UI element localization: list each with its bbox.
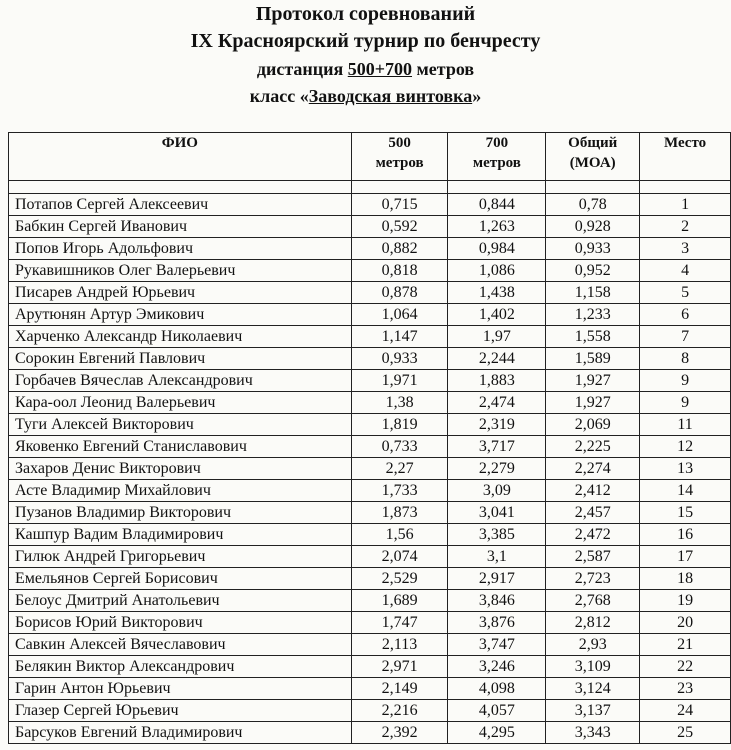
cell-name: Потапов Сергей Алексеевич <box>9 194 352 216</box>
cell-total: 2,812 <box>546 612 640 634</box>
cell-total: 0,928 <box>546 216 640 238</box>
cell-name: Барсуков Евгений Владимирович <box>9 722 352 744</box>
cell-total: 2,587 <box>546 546 640 568</box>
cell-place: 5 <box>640 282 731 304</box>
cell-total: 0,952 <box>546 260 640 282</box>
cell-700: 2,279 <box>448 458 546 480</box>
cell-name: Бабкин Сергей Иванович <box>9 216 352 238</box>
cell-name: Савкин Алексей Вячеславович <box>9 634 352 656</box>
cell-total: 1,233 <box>546 304 640 326</box>
cell-700: 2,244 <box>448 348 546 370</box>
header-spacer-row <box>9 181 731 194</box>
col-header-500 <box>351 133 448 181</box>
results-table <box>8 132 731 744</box>
cell-500: 1,56 <box>351 524 448 546</box>
cell-place: 25 <box>640 722 731 744</box>
cell-700: 1,97 <box>448 326 546 348</box>
table-row <box>9 612 731 634</box>
col-header-total <box>546 133 640 181</box>
results-body <box>9 194 731 744</box>
table-row <box>9 568 731 590</box>
cell-name: Туги Алексей Викторович <box>9 414 352 436</box>
cell-total: 2,93 <box>546 634 640 656</box>
table-row <box>9 480 731 502</box>
table-row <box>9 634 731 656</box>
cell-place: 21 <box>640 634 731 656</box>
table-row <box>9 458 731 480</box>
col-500-unit: метров <box>375 155 424 171</box>
cell-name: Попов Игорь Адольфович <box>9 238 352 260</box>
table-row <box>9 370 731 392</box>
cell-500: 1,38 <box>351 392 448 414</box>
distance-line <box>0 58 731 80</box>
cell-700: 3,717 <box>448 436 546 458</box>
cell-total: 2,723 <box>546 568 640 590</box>
cell-500: 1,147 <box>351 326 448 348</box>
cell-name: Арутюнян Артур Эмикович <box>9 304 352 326</box>
cell-place: 6 <box>640 304 731 326</box>
cell-500: 1,733 <box>351 480 448 502</box>
table-row <box>9 656 731 678</box>
cell-500: 2,27 <box>351 458 448 480</box>
table-row <box>9 260 731 282</box>
table-row <box>9 546 731 568</box>
document-title: Протокол соревнований <box>255 3 476 25</box>
cell-place: 1 <box>640 194 731 216</box>
cell-total: 0,933 <box>546 238 640 260</box>
cell-700: 3,876 <box>448 612 546 634</box>
cell-total: 1,927 <box>546 392 640 414</box>
class-prefix: класс « <box>249 86 309 106</box>
cell-total: 2,457 <box>546 502 640 524</box>
col-header-700 <box>448 133 546 181</box>
cell-700: 4,295 <box>448 722 546 744</box>
cell-700: 0,984 <box>448 238 546 260</box>
cell-500: 1,747 <box>351 612 448 634</box>
cell-place: 15 <box>640 502 731 524</box>
cell-500: 0,933 <box>351 348 448 370</box>
table-row <box>9 304 731 326</box>
cell-name: Емельянов Сергей Борисович <box>9 568 352 590</box>
cell-total: 3,109 <box>546 656 640 678</box>
cell-500: 2,216 <box>351 700 448 722</box>
cell-place: 23 <box>640 678 731 700</box>
cell-700: 1,402 <box>448 304 546 326</box>
table-row <box>9 326 731 348</box>
cell-500: 2,392 <box>351 722 448 744</box>
cell-500: 1,819 <box>351 414 448 436</box>
col-700-unit: метров <box>472 155 521 171</box>
cell-700: 1,263 <box>448 216 546 238</box>
cell-name: Горбачев Вячеслав Александрович <box>9 370 352 392</box>
cell-name: Кара-оол Леонид Валерьевич <box>9 392 352 414</box>
cell-total: 1,558 <box>546 326 640 348</box>
cell-total: 2,225 <box>546 436 640 458</box>
tournament-name: IX Красноярский турнир по бенчресту <box>190 30 541 52</box>
class-value: Заводская винтовка <box>308 86 473 106</box>
class-suffix: » <box>472 86 482 106</box>
cell-place: 16 <box>640 524 731 546</box>
cell-place: 11 <box>640 414 731 436</box>
cell-total: 2,274 <box>546 458 640 480</box>
table-row <box>9 194 731 216</box>
cell-total: 1,158 <box>546 282 640 304</box>
cell-700: 2,917 <box>448 568 546 590</box>
cell-place: 18 <box>640 568 731 590</box>
cell-700: 2,319 <box>448 414 546 436</box>
cell-total: 2,069 <box>546 414 640 436</box>
cell-name: Белякин Виктор Александрович <box>9 656 352 678</box>
cell-name: Кашпур Вадим Владимирович <box>9 524 352 546</box>
cell-700: 4,098 <box>448 678 546 700</box>
cell-name: Харченко Александр Николаевич <box>9 326 352 348</box>
col-header-name: ФИО <box>9 133 352 181</box>
cell-500: 1,971 <box>351 370 448 392</box>
table-row <box>9 502 731 524</box>
cell-total: 3,124 <box>546 678 640 700</box>
cell-700: 3,747 <box>448 634 546 656</box>
cell-name: Рукавишников Олег Валерьевич <box>9 260 352 282</box>
cell-name: Глазер Сергей Юрьевич <box>9 700 352 722</box>
table-row <box>9 216 731 238</box>
cell-500: 2,074 <box>351 546 448 568</box>
cell-700: 3,846 <box>448 590 546 612</box>
cell-500: 1,873 <box>351 502 448 524</box>
cell-500: 0,878 <box>351 282 448 304</box>
col-500-num: 500 <box>388 135 411 151</box>
table-row <box>9 282 731 304</box>
cell-place: 8 <box>640 348 731 370</box>
cell-place: 14 <box>640 480 731 502</box>
cell-place: 9 <box>640 392 731 414</box>
table-row <box>9 678 731 700</box>
distance-prefix: дистанция <box>256 59 348 79</box>
cell-total: 3,137 <box>546 700 640 722</box>
cell-name: Гилюк Андрей Григорьевич <box>9 546 352 568</box>
cell-700: 3,385 <box>448 524 546 546</box>
cell-500: 1,064 <box>351 304 448 326</box>
cell-500: 2,113 <box>351 634 448 656</box>
cell-place: 7 <box>640 326 731 348</box>
cell-700: 3,09 <box>448 480 546 502</box>
cell-total: 1,927 <box>546 370 640 392</box>
cell-place: 3 <box>640 238 731 260</box>
cell-place: 20 <box>640 612 731 634</box>
table-row <box>9 722 731 744</box>
cell-700: 3,1 <box>448 546 546 568</box>
table-row <box>9 590 731 612</box>
cell-total: 2,412 <box>546 480 640 502</box>
table-row <box>9 524 731 546</box>
cell-name: Белоус Дмитрий Анатольевич <box>9 590 352 612</box>
cell-700: 3,041 <box>448 502 546 524</box>
cell-700: 1,438 <box>448 282 546 304</box>
cell-total: 2,472 <box>546 524 640 546</box>
cell-name: Гарин Антон Юрьевич <box>9 678 352 700</box>
cell-700: 1,086 <box>448 260 546 282</box>
class-line <box>0 85 731 107</box>
cell-name: Захаров Денис Викторович <box>9 458 352 480</box>
cell-name: Асте Владимир Михайлович <box>9 480 352 502</box>
table-header-row <box>9 133 731 181</box>
cell-500: 2,149 <box>351 678 448 700</box>
cell-total: 3,343 <box>546 722 640 744</box>
col-header-place: Место <box>640 133 731 181</box>
cell-name: Пузанов Владимир Викторович <box>9 502 352 524</box>
cell-500: 2,971 <box>351 656 448 678</box>
cell-name: Сорокин Евгений Павлович <box>9 348 352 370</box>
distance-suffix: метров <box>412 59 475 79</box>
cell-name: Борисов Юрий Викторович <box>9 612 352 634</box>
col-total-label: Общий <box>568 135 618 151</box>
cell-total: 1,589 <box>546 348 640 370</box>
cell-700: 3,246 <box>448 656 546 678</box>
table-row <box>9 436 731 458</box>
cell-place: 13 <box>640 458 731 480</box>
cell-500: 1,689 <box>351 590 448 612</box>
cell-place: 12 <box>640 436 731 458</box>
table-row <box>9 238 731 260</box>
cell-500: 2,529 <box>351 568 448 590</box>
table-row <box>9 700 731 722</box>
cell-place: 22 <box>640 656 731 678</box>
col-700-num: 700 <box>485 135 509 151</box>
cell-700: 0,844 <box>448 194 546 216</box>
cell-700: 4,057 <box>448 700 546 722</box>
cell-name: Писарев Андрей Юрьевич <box>9 282 352 304</box>
cell-500: 0,733 <box>351 436 448 458</box>
table-row <box>9 414 731 436</box>
cell-place: 4 <box>640 260 731 282</box>
cell-700: 1,883 <box>448 370 546 392</box>
cell-place: 24 <box>640 700 731 722</box>
table-row <box>9 348 731 370</box>
cell-place: 9 <box>640 370 731 392</box>
cell-500: 0,592 <box>351 216 448 238</box>
cell-place: 19 <box>640 590 731 612</box>
cell-500: 0,882 <box>351 238 448 260</box>
cell-total: 0,78 <box>546 194 640 216</box>
cell-total: 2,768 <box>546 590 640 612</box>
cell-700: 2,474 <box>448 392 546 414</box>
cell-place: 17 <box>640 546 731 568</box>
col-total-unit: (МОА) <box>569 155 616 171</box>
distance-value: 500+700 <box>347 59 413 79</box>
cell-place: 2 <box>640 216 731 238</box>
cell-500: 0,715 <box>351 194 448 216</box>
cell-500: 0,818 <box>351 260 448 282</box>
cell-name: Яковенко Евгений Станиславович <box>9 436 352 458</box>
table-row <box>9 392 731 414</box>
